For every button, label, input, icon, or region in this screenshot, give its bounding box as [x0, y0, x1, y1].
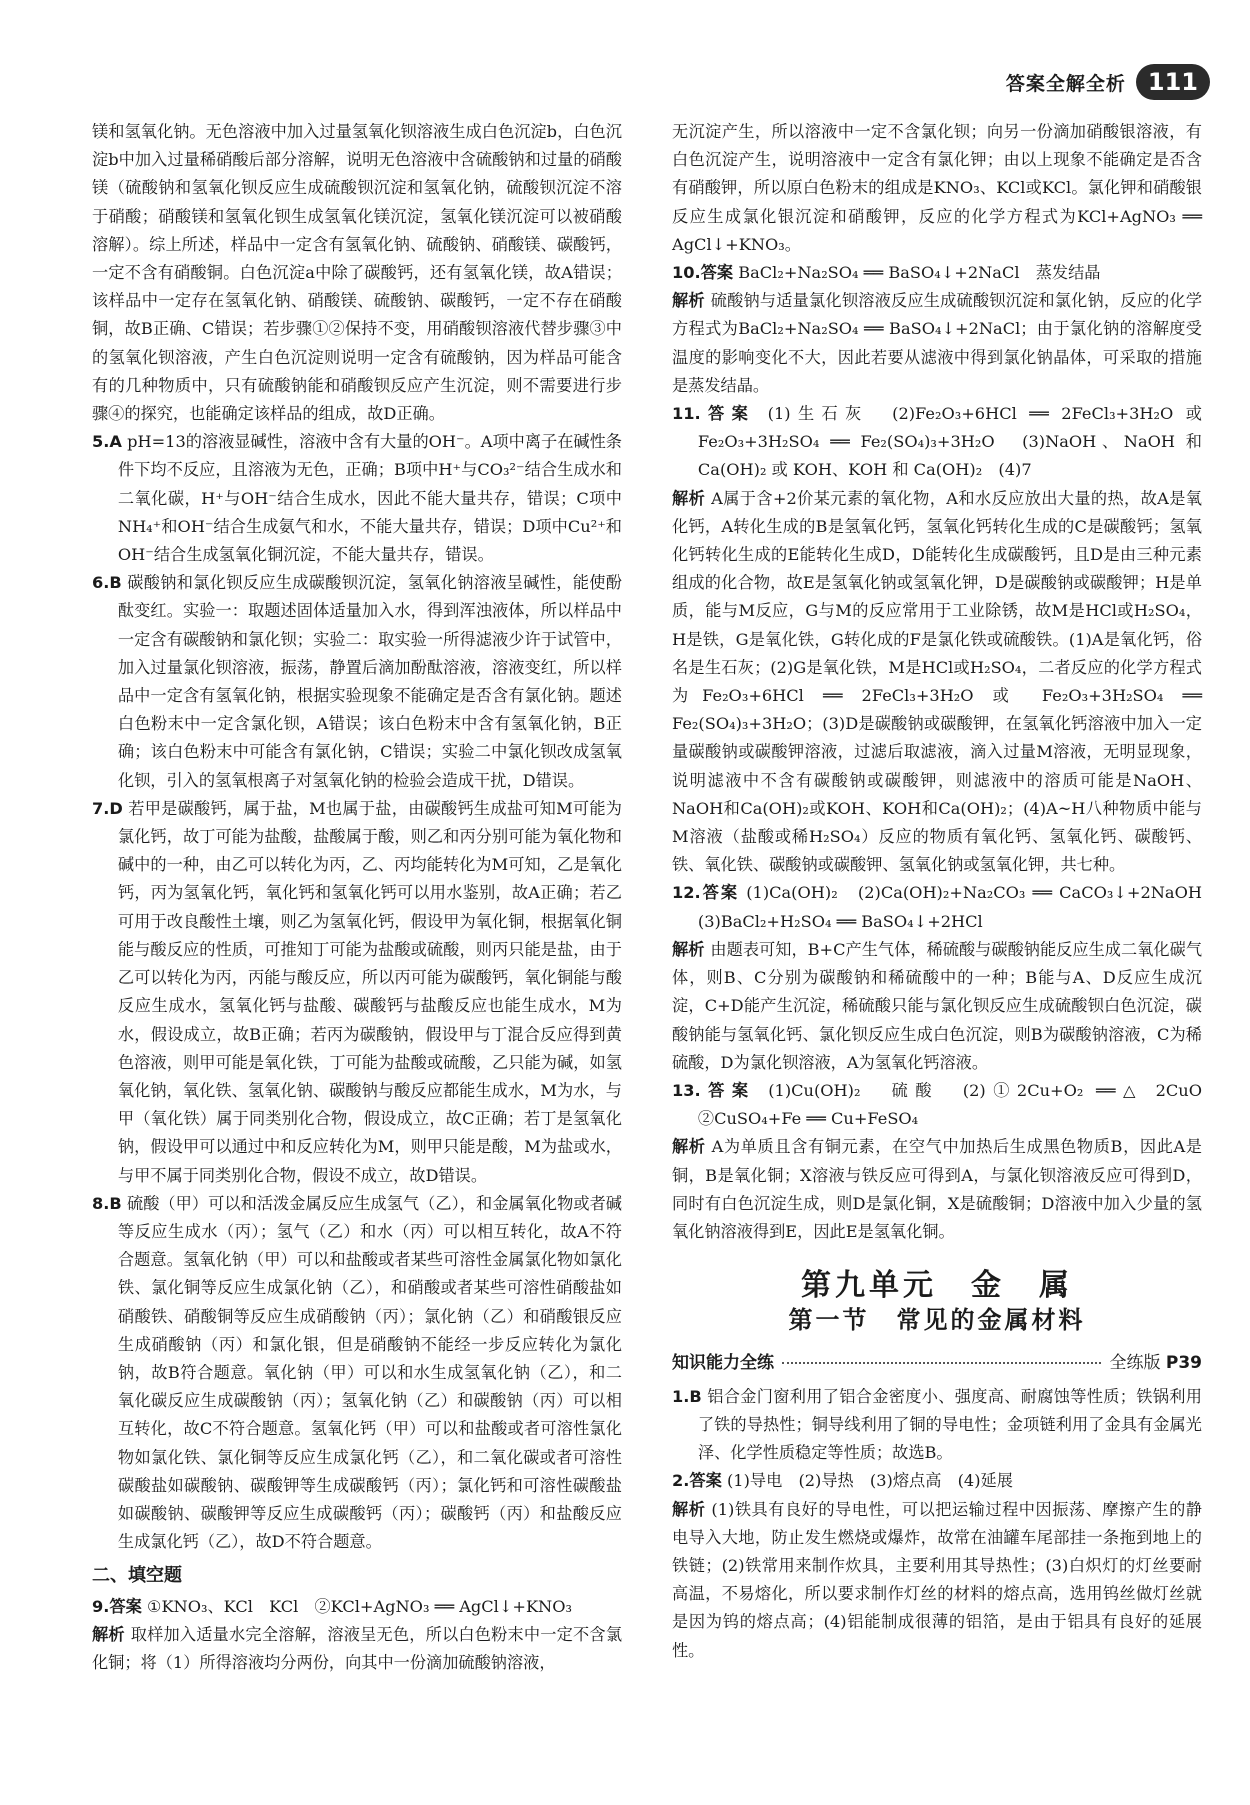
answer-8: [92, 1190, 622, 1557]
practice-bar-label: 知识能力全练: [672, 1352, 774, 1373]
answer-13-explanation: [672, 1133, 1202, 1246]
answer-5-number: 5.A: [92, 432, 122, 452]
answer-6: [92, 569, 622, 795]
answer-5-text: pH=13的溶液显碱性，溶液中含有大量的OH⁻。A项中离子在碱性条件下均不反应，且溶液为无色，正确；B项中H⁺与CO₃²⁻结合生成水和二氧化碳，H⁺与OH⁻结合生成水，因此不能大量共存，错误；C项中NH₄⁺和OH⁻结合生成氨气和水，不能大量共存，错误；D项中Cu²⁺和OH⁻结合生成氢氧化铜沉淀，不能大量共存，错误。: [117, 432, 622, 565]
knowledge-answer-2-answer: (1)导电 (2)导热 (3)熔点高 (4)延展: [726, 1471, 1013, 1491]
explanation-label: 解析: [672, 291, 705, 311]
right-column: [672, 118, 1219, 1665]
section-heading-fill-blank: 二、填空题: [92, 1565, 182, 1587]
answer-9-explanation: [92, 1621, 622, 1677]
dotted-leader: [782, 1362, 1101, 1364]
explanation-label: 解析: [672, 488, 706, 508]
answer-7: [92, 795, 622, 1190]
knowledge-answer-2-number: 2.答案: [672, 1471, 722, 1491]
explanation-label: 解析: [672, 1137, 706, 1157]
explanation-label: 解析: [672, 939, 705, 959]
intro-paragraph: 镁和氢氧化钠。无色溶液中加入过量氢氧化钡溶液生成白色沉淀b，白色沉淀b中加入过量稀硝酸后部分溶解，说明无色溶液中含硫酸钠和过量的硝酸镁（硫酸钠和氢氧化钡反应生成硫酸钡沉淀和氢氧化钠，硫酸钡沉淀不溶于硝酸；硝酸镁和氢氧化钡生成氢氧化镁沉淀，氢氧化镁沉淀可以被硝酸溶解）。综上所述，样品中一定含有氢氧化钠、硫酸钠、硝酸镁、碳酸钙，一定不含有硝酸铜。白色沉淀a中除了碳酸钙，还有氢氧化镁，故A错误；该样品中一定存在氢氧化钠、硝酸镁、硫酸钠、碳酸钙，一定不存在硝酸铜，故B正确、C错误；若步骤①②保持不变，用硝酸钡溶液代替步骤③中的氢氧化钡溶液，产生白色沉淀则说明一定含有硫酸钠，因为样品可能含有的几种物质中，只有硫酸钠能和硝酸钡反应产生沉淀，则不需要进行步骤④的探究，也能确定该样品的组成，故D正确。: [92, 122, 622, 424]
answer-8-number: 8.B: [92, 1193, 122, 1213]
answer-6-text: 碳酸钠和氯化钡反应生成碳酸钡沉淀，氢氧化钠溶液呈碱性，能使酚酞变红。实验一：取题述固体适量加入水，得到浑浊液体，所以样品中一定含有碳酸钠和氯化钡；实验二：取实验一所得滤液少许于试管中，加入过量氯化钡溶液，振荡，静置后滴加酚酞溶液，溶液变红，所以样品中一定含有氢氧化钠，根据实验现象不能确定是否含有氯化钠。题述白色粉末中一定含氯化钡，A错误；该白色粉末中含有氢氧化钠，B正确；该白色粉末中可能含有氯化钠，C错误；实验二中氯化钡改成氢氧化钡，引入的氢氧根离子对氢氧化钠的检验会造成干扰，D错误。: [117, 573, 622, 790]
answer-11-number: 11.答案: [672, 404, 756, 424]
left-column: [92, 118, 622, 1677]
answer-13-explanation-text: A为单质且含有铜元素，在空气中加热后生成黑色物质B，因此A是铜，B是氧化铜；X溶液与铁反应可得到A，与氯化钡溶液反应可得到D，同时有白色沉淀生成，则D是氯化铜，X是硫酸铜；D溶液中加入少量的氢氧化钠溶液得到E，因此E是氢氧化铜。: [672, 1137, 1202, 1241]
answer-12-explanation-text: 由题表可知，B+C产生气体，稀硫酸与碳酸钠能反应生成二氧化碳气体，则B、C分别为碳酸钠和稀硫酸中的一种；B能与A、D反应生成沉淀，C+D能产生沉淀，稀硫酸只能与氯化钡反应生成硫酸钡白色沉淀，碳酸钠能与氢氧化钙、氯化钡反应生成白色沉淀，则B为碳酸钠溶液，C为稀硫酸，D为氯化钡溶液，A为氢氧化钙溶液。: [672, 939, 1203, 1072]
answer-11-answer: (1)生石灰 (2)Fe₂O₃+6HCl ══ 2FeCl₃+3H₂O 或 Fe₂O₃+3H₂SO₄ ══ Fe₂(SO₄)₃+3H₂O (3)NaOH、NaOH 和 Ca(OH)₂ 或 KOH、KOH 和 Ca(OH)₂ (4)7: [697, 404, 1202, 480]
answer-13-number: 13.答案: [672, 1080, 756, 1100]
practice-bar-reference: [1109, 1349, 1202, 1377]
unit-title: 第九单元 金 属: [801, 1268, 1073, 1304]
header-title: 答案全解全析: [1005, 72, 1126, 95]
answer-9-continued: 无沉淀产生，所以溶液中一定不含氯化钡；向另一份滴加硝酸银溶液，有白色沉淀产生，说明溶液中一定含有氯化钾；由以上现象不能确定是否含有硝酸钾，所以原白色粉末的组成是KNO₃、KCl或KCl。氯化钾和硝酸银反应生成氯化银沉淀和硝酸钾，反应的化学方程式为KCl+AgNO₃ ══ AgCl↓+KNO₃。: [672, 122, 1202, 254]
knowledge-answer-2-explanation: [672, 1496, 1202, 1665]
practice-bar-page: P39: [1165, 1352, 1202, 1373]
answer-12-explanation: [672, 936, 1202, 1077]
practice-bar-edition: 全练版: [1109, 1352, 1161, 1373]
practice-bar: [672, 1349, 1202, 1377]
answer-11-explanation-text: A属于含+2价某元素的氧化物，A和水反应放出大量的热，故A是氧化钙，A转化生成的B是氢氧化钙，氢氧化钙转化生成的C是碳酸钙；氢氧化钙转化生成的E能转化生成D，D能转化生成碳酸钙，且D是由三种元素组成的化合物，故E是氢氧化钠或氢氧化钾，D是碳酸钠或碳酸钾；H是单质，能与M反应，G与M的反应常用于工业除锈，故M是HCl或H₂SO₄，H是铁，G是氧化铁，G转化成的F是氯化铁或硫酸铁。(1)A是氧化钙，俗名是生石灰；(2)G是氧化铁，M是HCl或H₂SO₄，二者反应的化学方程式为Fe₂O₃+6HCl ══ 2FeCl₃+3H₂O 或 Fe₂O₃+3H₂SO₄ ══ Fe₂(SO₄)₃+3H₂O；(3)D是碳酸钠或碳酸钾，在氢氧化钙溶液中加入一定量碳酸钠或碳酸钾溶液，过滤后取滤液，滴入过量M溶液，无明显现象，说明滤液中不含有碳酸钠或碳酸钾，则滤液中的溶质可能是NaOH、NaOH和Ca(OH)₂或KOH、KOH和Ca(OH)₂；(4)A~H八种物质中能与M溶液（盐酸或稀H₂SO₄）反应的物质有氧化钙、氢氧化钙、碳酸钙、铁、氧化铁、碳酸钠或碳酸钾、氢氧化钠或氢氧化钾，共七种。: [672, 488, 1202, 875]
answer-7-number: 7.D: [92, 798, 123, 818]
answer-13-answer: (1)Cu(OH)₂ 硫酸 (2)①2Cu+O₂ ══△ 2CuO ②CuSO₄+Fe ══ Cu+FeSO₄: [697, 1080, 1219, 1129]
answer-6-number: 6.B: [92, 573, 122, 593]
page-header: [1006, 60, 1210, 104]
page-number: 111: [1136, 64, 1210, 100]
answer-8-text: 硫酸（甲）可以和活泼金属反应生成氢气（乙），和金属氧化物或者碱等反应生成水（丙）；氢气（乙）和水（丙）可以相互转化，故A不符合题意。氢氧化钠（甲）可以和盐酸或者某些可溶性金属氯化物如氯化铁、氯化铜等反应生成氯化钠（乙），和硝酸或者某些可溶性硝酸盐如硝酸铁、硝酸铜等反应生成硝酸钠（丙）；氯化钠（乙）和硝酸银反应生成硝酸钠（丙）和氯化银，但是硝酸钠不能经一步反应转化为氯化钠，故B符合题意。氧化钠（甲）可以和水生成氢氧化钠（乙），和二氧化碳反应生成碳酸钠（丙）；氢氧化钠（乙）和碳酸钠（丙）可以相互转化，故C不符合题意。氢氧化钙（甲）可以和盐酸或者可溶性氯化物如氯化铁、氯化铜等反应生成氯化钙（乙），和二氧化碳或者可溶性碳酸盐如碳酸钠、碳酸钾等生成碳酸钙（丙）；氯化钙和可溶性碳酸盐如碳酸钠、碳酸钾等反应生成碳酸钙（丙）；碳酸钙（丙）和盐酸反应生成氯化钙（乙），故D不符合题意。: [117, 1193, 622, 1552]
knowledge-answer-2-explanation-text: (1)铁具有良好的导电性，可以把运输过程中因振荡、摩擦产生的静电导入大地，防止发生燃烧或爆炸，故常在油罐车尾部挂一条拖到地上的铁链；(2)铁常用来制作炊具，主要利用其导热性；(3)白炽灯的灯丝要耐高温，不易熔化，所以要求制作灯丝的材料的熔点高，选用钨丝做灯丝就是因为钨的熔点高；(4)铝能制成很薄的铝箔，是由于铝具有良好的延展性。: [672, 1499, 1202, 1660]
section-title: 第一节 常见的金属材料: [788, 1306, 1086, 1335]
answer-12: [672, 879, 1219, 935]
explanation-label: 解析: [92, 1624, 125, 1644]
knowledge-answer-1-text: 铝合金门窗利用了铝合金密度小、强度高、耐腐蚀等性质；铁锅利用了铁的导热性；铜导线利用了铜的导电性；金项链利用了金具有金属光泽、化学性质稳定等性质；故选B。: [697, 1386, 1202, 1463]
answer-10-number: 10.答案: [672, 263, 734, 283]
explanation-label: 解析: [672, 1499, 706, 1519]
answer-5: [92, 428, 622, 569]
answer-13: [672, 1077, 1219, 1133]
knowledge-answer-2: [672, 1467, 1202, 1495]
answer-10-answer: BaCl₂+Na₂SO₄ ══ BaSO₄↓+2NaCl 蒸发结晶: [738, 263, 1101, 283]
answer-9-number: 9.答案: [92, 1596, 142, 1616]
answer-10-explanation: [672, 287, 1202, 400]
knowledge-answer-1: [672, 1383, 1202, 1468]
answer-11-explanation: [672, 485, 1202, 880]
knowledge-answer-1-number: 1.B: [672, 1386, 702, 1406]
answer-10: [672, 259, 1202, 287]
answer-7-text: 若甲是碳酸钙，属于盐，M也属于盐，由碳酸钙生成盐可知M可能为氯化钙，故丁可能为盐酸，盐酸属于酸，则乙和丙分别可能为氧化物和碱中的一种，由乙可以转化为丙，乙、丙均能转化为M可知，乙是氧化钙，丙为氢氧化钙，氧化钙和氢氧化钙可以用水鉴别，故A正确；若乙可用于改良酸性土壤，则乙为氢氧化钙，假设甲为氧化铜，根据氧化铜能与酸反应的性质，可推知丁可能为盐酸或硫酸，则丙只能是盐，由于乙可以转化为丙，丙能与酸反应，所以丙可能为碳酸钙，氧化铜能与酸反应生成水，氢氧化钙与盐酸、碳酸钙与盐酸反应也能生成水，M为水，假设成立，故B正确；若丙为碳酸钠，假设甲与丁混合反应得到黄色溶液，则甲可能是氧化铁，丁可能为盐酸或硫酸，乙只能为碱，如氢氧化钠，氧化铁、氢氧化钠、碳酸钠与酸反应都能生成水，M为水，与甲（氧化铁）属于同类别化合物，假设成立，故C正确；若丁是氢氧化钠，假设甲可以通过中和反应转化为M，则甲只能是酸，M为盐或水，与甲不属于同类别化合物，假设不成立，故D错误。: [117, 798, 622, 1185]
answer-9-explanation-text: 取样加入适量水完全溶解，溶液呈无色，所以白色粉末中一定不含氯化铜；将（1）所得溶液均分两份，向其中一份滴加硫酸钠溶液，: [92, 1624, 623, 1672]
answer-12-answer: (1)Ca(OH)₂ (2)Ca(OH)₂+Na₂CO₃ ══ CaCO₃↓+2NaOH (3)BaCl₂+H₂SO₄ ══ BaSO₄↓+2HCl: [697, 883, 1219, 931]
answer-12-number: 12.答案: [672, 883, 740, 903]
answer-9-answer: ①KNO₃、KCl KCl ②KCl+AgNO₃ ══ AgCl↓+KNO₃: [146, 1596, 572, 1616]
answer-9: [92, 1593, 622, 1621]
answer-11: [672, 400, 1202, 485]
answer-10-explanation-text: 硫酸钠与适量氯化钡溶液反应生成硫酸钡沉淀和氯化钠，反应的化学方程式为BaCl₂+Na₂SO₄ ══ BaSO₄↓+2NaCl；由于氯化钠的溶解度受温度的影响变化不大，因此若要从滤液中得到氯化钠晶体，可采取的措施是蒸发结晶。: [672, 291, 1203, 395]
